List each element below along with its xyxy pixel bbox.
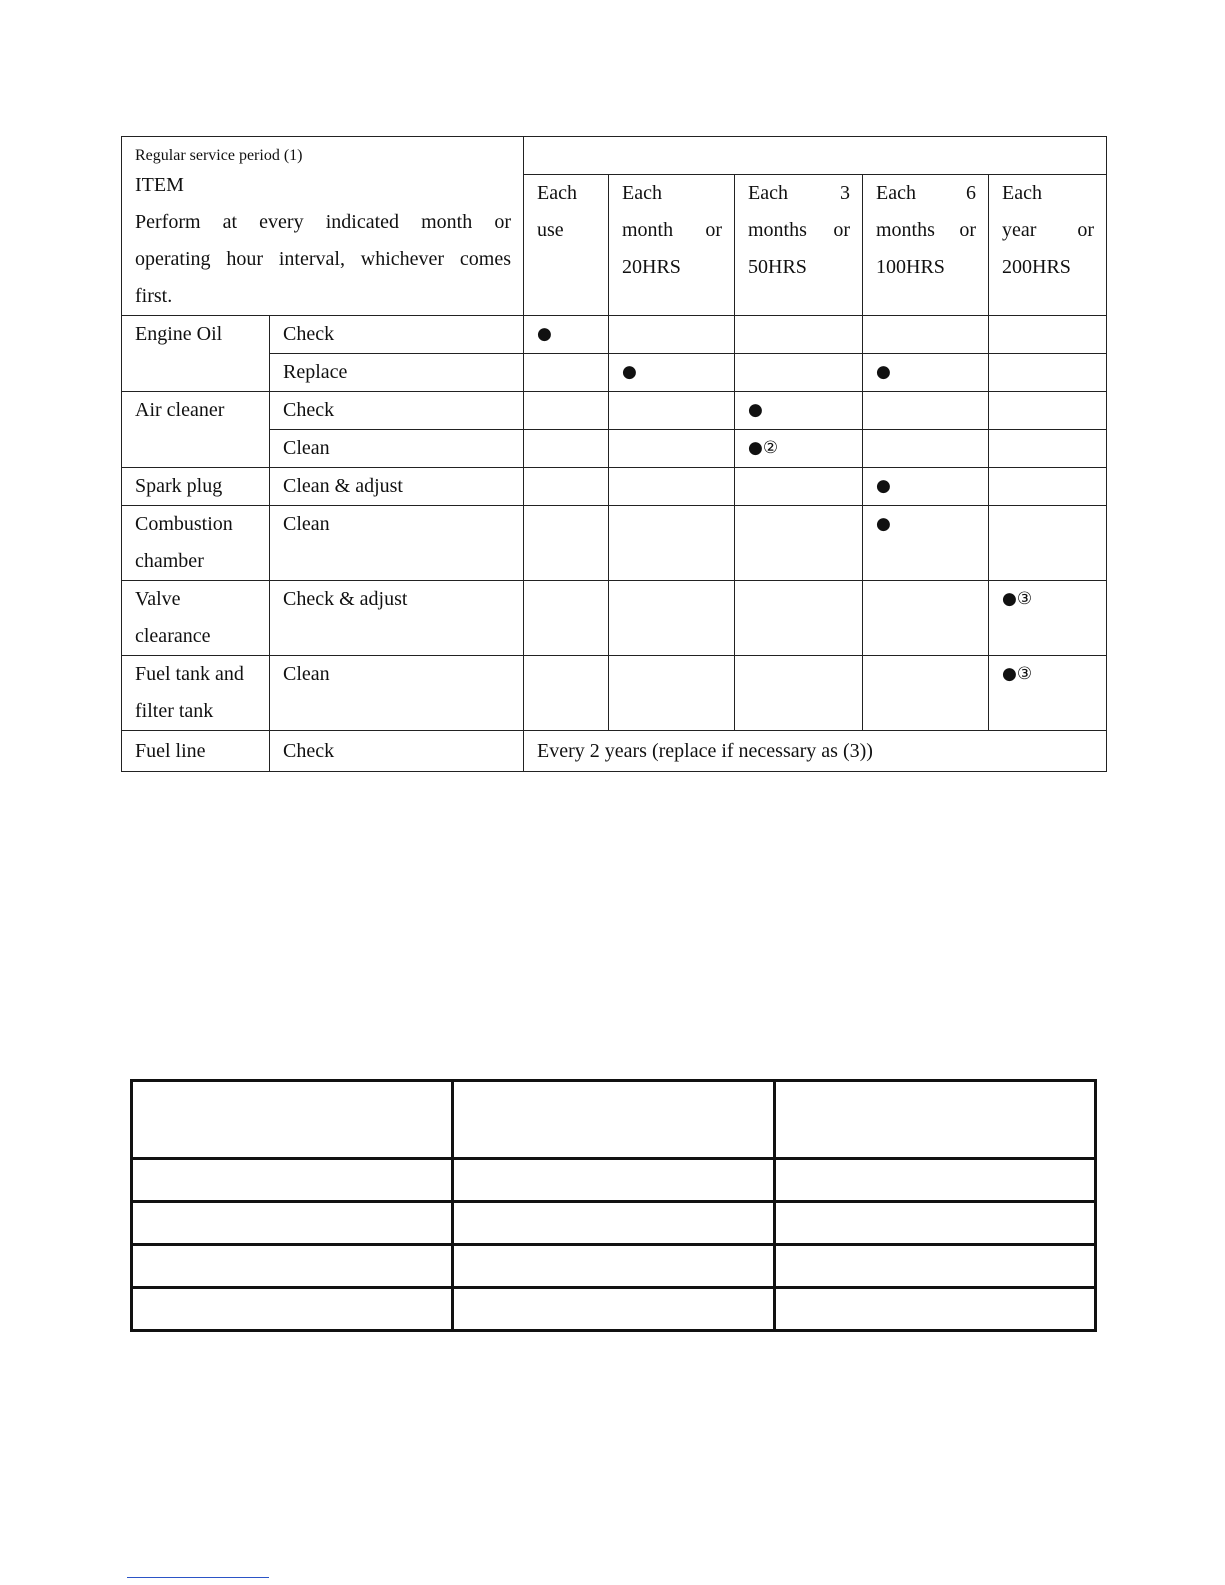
mark-cell (524, 430, 609, 468)
empty-cell (453, 1245, 774, 1288)
mark-cell (989, 316, 1107, 354)
mark-cell (524, 354, 609, 392)
service-period-title: Regular service period (1) (135, 147, 303, 164)
period-line: Each (1002, 182, 1042, 204)
empty-cell (132, 1245, 453, 1288)
footer-rule (127, 1577, 269, 1578)
empty-cell (774, 1245, 1095, 1288)
period-each-3-months (735, 175, 863, 316)
action-cell: Replace (270, 354, 524, 392)
perform-text-line-3: first. (135, 285, 173, 307)
empty-cell (774, 1202, 1095, 1245)
mark-cell (863, 581, 989, 656)
mark-cell (863, 430, 989, 468)
mark-cell (609, 656, 735, 731)
period-each-month (609, 175, 735, 316)
perform-text-line-2: operating hour interval, whichever comes (135, 248, 511, 270)
table-row (122, 656, 1107, 731)
mark-cell (524, 581, 609, 656)
period-line: Each 6 (876, 182, 976, 204)
table-row (122, 316, 1107, 354)
perform-text-line-1: Perform at every indicated month or (135, 211, 511, 233)
mark-cell (989, 468, 1107, 506)
period-line: months or (876, 219, 976, 241)
empty-cell (453, 1159, 774, 1202)
blank-grid-table (130, 1079, 1097, 1332)
period-line: 50HRS (748, 256, 807, 278)
period-each-use (524, 175, 609, 316)
mark-cell (735, 656, 863, 731)
empty-cell (774, 1081, 1095, 1159)
empty-cell (774, 1288, 1095, 1331)
table-row (122, 392, 1107, 430)
period-line: month or (622, 219, 722, 241)
table-row (132, 1288, 1096, 1331)
mark-cell: ● (524, 316, 609, 354)
period-each-year (989, 175, 1107, 316)
period-line: year or (1002, 219, 1095, 241)
item-cell: Fuel line (122, 731, 270, 772)
mark-cell (609, 581, 735, 656)
period-line: Each (622, 182, 662, 204)
action-cell: Check (270, 392, 524, 430)
mark-cell: ●② (735, 430, 863, 468)
service-schedule-table (121, 136, 1107, 772)
table-row (122, 430, 1107, 468)
action-cell: Check (270, 316, 524, 354)
mark-cell (863, 392, 989, 430)
period-each-6-months (863, 175, 989, 316)
item-cell: Engine Oil (122, 316, 270, 392)
mark-cell (609, 468, 735, 506)
action-cell: Check & adjust (270, 581, 524, 656)
empty-cell (132, 1202, 453, 1245)
table-row (132, 1202, 1096, 1245)
period-line: use (537, 219, 564, 241)
period-line: 20HRS (622, 256, 681, 278)
mark-cell (989, 392, 1107, 430)
mark-cell (735, 316, 863, 354)
mark-cell (524, 656, 609, 731)
mark-cell (524, 506, 609, 581)
mark-cell (863, 656, 989, 731)
mark-cell (609, 430, 735, 468)
mark-cell (609, 392, 735, 430)
action-cell: Clean & adjust (270, 468, 524, 506)
mark-cell: ● (863, 468, 989, 506)
table-row (122, 506, 1107, 581)
fuel-line-note: Every 2 years (replace if necessary as (3)) (524, 731, 1107, 772)
mark-cell (989, 506, 1107, 581)
empty-cell (132, 1159, 453, 1202)
period-line: Each (537, 182, 577, 204)
period-line: Each 3 (748, 182, 850, 204)
empty-cell (132, 1288, 453, 1331)
mark-cell (735, 468, 863, 506)
table-row (132, 1245, 1096, 1288)
action-cell: Clean (270, 656, 524, 731)
table-row (122, 354, 1107, 392)
empty-cell (453, 1202, 774, 1245)
mark-cell: ● (735, 392, 863, 430)
empty-cell (132, 1081, 453, 1159)
action-cell: Clean (270, 430, 524, 468)
item-cell: Fuel tank and filter tank (122, 656, 270, 731)
action-cell: Check (270, 731, 524, 772)
mark-cell (609, 506, 735, 581)
mark-cell (989, 430, 1107, 468)
mark-cell (863, 316, 989, 354)
period-line: 200HRS (1002, 256, 1071, 278)
table-row (132, 1159, 1096, 1202)
table-row (132, 1081, 1096, 1159)
item-cell: Valve clearance (122, 581, 270, 656)
item-cell: Spark plug (122, 468, 270, 506)
mark-cell (735, 581, 863, 656)
mark-cell (989, 354, 1107, 392)
mark-cell: ● (609, 354, 735, 392)
item-cell: Air cleaner (122, 392, 270, 468)
schedule-header-row (122, 137, 1107, 175)
mark-cell (735, 506, 863, 581)
period-line: 100HRS (876, 256, 945, 278)
item-label: ITEM (135, 174, 184, 196)
mark-cell: ●③ (989, 581, 1107, 656)
mark-cell (735, 354, 863, 392)
empty-cell (774, 1159, 1095, 1202)
mark-cell (524, 468, 609, 506)
table-row (122, 581, 1107, 656)
action-cell: Clean (270, 506, 524, 581)
item-cell: Combustion chamber (122, 506, 270, 581)
mark-cell: ●③ (989, 656, 1107, 731)
period-line: months or (748, 219, 850, 241)
mark-cell (524, 392, 609, 430)
fuel-line-row (122, 731, 1107, 772)
mark-cell: ● (863, 354, 989, 392)
item-header-cell (122, 137, 524, 316)
empty-cell (453, 1288, 774, 1331)
mark-cell (609, 316, 735, 354)
table-row (122, 468, 1107, 506)
period-header-blank (524, 137, 1107, 175)
empty-cell (453, 1081, 774, 1159)
mark-cell: ● (863, 506, 989, 581)
